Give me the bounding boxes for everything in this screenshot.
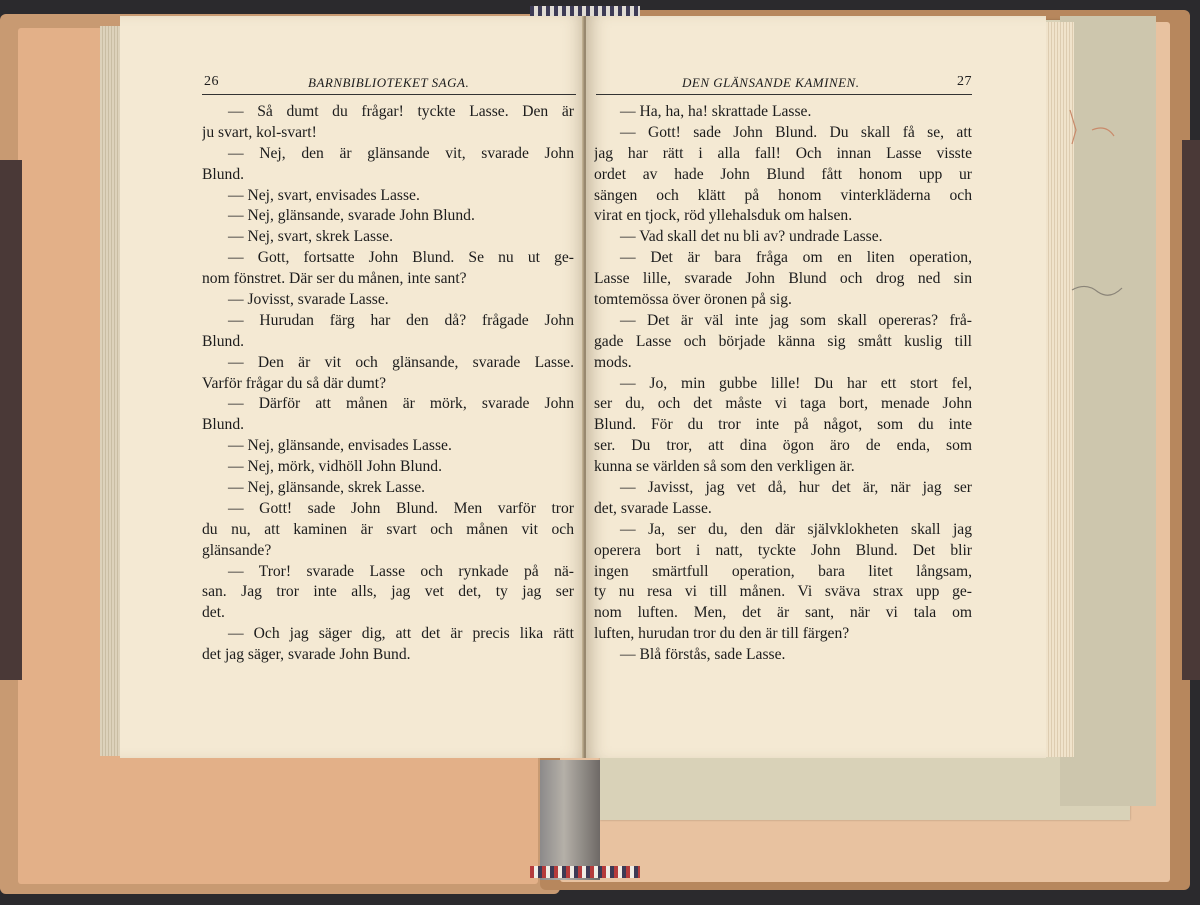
text-line: ser. Du tror, att dina ögon äro de enda, som	[594, 437, 972, 455]
text-line: — Gott, fortsatte John Blund. Se nu ut ge-	[228, 249, 574, 267]
text-line: virat en tjock, röd yllehalsduk om halsen.	[594, 207, 853, 225]
right-cloth-corner	[1182, 140, 1200, 680]
running-title: BARNBIBLIOTEKET SAGA.	[308, 75, 470, 90]
page-number: 27	[957, 74, 972, 89]
text-line: — Gott! sade John Blund. Men varför tror	[228, 499, 574, 517]
left-cloth-corner	[0, 160, 22, 680]
text-line: — Javisst, jag vet då, hur det är, när jag ser	[620, 479, 972, 497]
right-page	[586, 16, 1046, 758]
text-line: — Ja, ser du, den där självklokheten skall jag	[620, 520, 972, 538]
text-line: — Det är bara fråga om en liten operation,	[620, 249, 972, 267]
text-line: nom luften. Men, det är sant, när vi tala om	[594, 604, 972, 622]
text-line: — Hurudan färg har den då? frågade John	[228, 311, 574, 329]
text-line: sängen och klätt på honom vinterkläderna och	[594, 186, 972, 204]
text-line: Blund.	[202, 165, 245, 183]
text-line: — Nej, glänsande, envisades Lasse.	[228, 437, 452, 455]
text-line: — Därför att månen är mörk, svarade John	[228, 395, 574, 413]
text-line: Blund. För du tror inte på något, som du inte	[594, 416, 972, 434]
text-line: Blund.	[202, 416, 245, 434]
running-title: DEN GLÄNSANDE KAMINEN.	[682, 75, 860, 90]
page-number: 26	[204, 74, 219, 89]
text-line: — Och jag säger dig, att det är precis lika rätt	[228, 625, 574, 643]
text-line: det, svarade Lasse.	[594, 499, 712, 517]
left-page	[120, 16, 586, 758]
text-line: nom fönstret. Där ser du månen, inte sant?	[202, 270, 467, 288]
text-line: ordet av hade John Blund fått honom upp ur	[594, 165, 972, 183]
text-line: luften, hurudan tror du den är till färgen?	[594, 625, 850, 643]
text-line: mods.	[594, 353, 632, 371]
text-line: — Nej, mörk, vidhöll John Blund.	[228, 458, 442, 476]
left-page-text	[202, 102, 574, 666]
text-line: — Blå förstås, sade Lasse.	[620, 646, 786, 664]
text-line: ty nu resa vi till månen. Vi sväva strax upp ge-	[594, 583, 972, 601]
text-line: gade Lasse och började känna sig smått kuslig till	[594, 332, 972, 350]
text-line: — Jo, min gubbe lille! Du har ett stort fel,	[620, 374, 972, 392]
text-line: — Ha, ha, ha! skrattade Lasse.	[620, 103, 812, 120]
right-page-text	[594, 102, 972, 666]
text-line: — Nej, den är glänsande vit, svarade John	[228, 144, 574, 162]
text-line: du nu, att kaminen är svart och månen vit och	[202, 520, 574, 538]
text-line: — Så dumt du frågar! tyckte Lasse. Den är	[228, 103, 574, 120]
text-line: — Nej, glänsande, skrek Lasse.	[228, 479, 426, 497]
right-running-head	[596, 72, 972, 95]
text-line: ser du, och det måste vi taga bort, menade John	[594, 395, 972, 413]
text-line: — Tror! svarade Lasse och rynkade på nä-	[228, 562, 574, 580]
text-line: san. Jag tror inte alls, jag vet det, ty jag ser	[202, 583, 574, 601]
text-line: Lasse lille, svarade John Blund och drog ned sin	[594, 270, 972, 288]
text-line: tomtemössa över öronen på sig.	[594, 291, 792, 309]
text-line: operera bort i natt, tyckte John Blund. Det blir	[594, 541, 972, 559]
text-line: ju svart, kol-svart!	[202, 123, 317, 141]
left-running-head	[202, 72, 576, 95]
text-line: det.	[202, 604, 225, 622]
text-line: det jag säger, svarade John Bund.	[202, 646, 411, 664]
text-line: jag har rätt i alla fall! Och innan Lasse visste	[594, 144, 972, 162]
text-line: — Jovisst, svarade Lasse.	[228, 291, 389, 309]
text-line: Varför frågar du så där dumt?	[202, 374, 387, 392]
text-line: Blund.	[202, 332, 245, 350]
text-line: — Den är vit och glänsande, svarade Lasse.	[228, 353, 574, 371]
text-line: — Nej, svart, envisades Lasse.	[228, 186, 420, 204]
text-line: — Nej, svart, skrek Lasse.	[228, 228, 393, 246]
text-line: — Nej, glänsande, svarade John Blund.	[228, 207, 475, 225]
pencil-marks	[1062, 100, 1142, 500]
text-line: ingen smärtfull operation, bara litet långsam,	[594, 562, 972, 580]
text-line: — Vad skall det nu bli av? undrade Lasse.	[620, 228, 883, 246]
text-line: — Gott! sade John Blund. Du skall få se, att	[620, 123, 972, 141]
spine-strip	[540, 760, 600, 880]
text-line: kunna se världen så som den verkligen är.	[594, 458, 855, 476]
headband-bottom	[530, 866, 640, 878]
text-line: glänsande?	[202, 541, 272, 559]
text-line: — Det är väl inte jag som skall opereras? frå-	[620, 311, 972, 329]
